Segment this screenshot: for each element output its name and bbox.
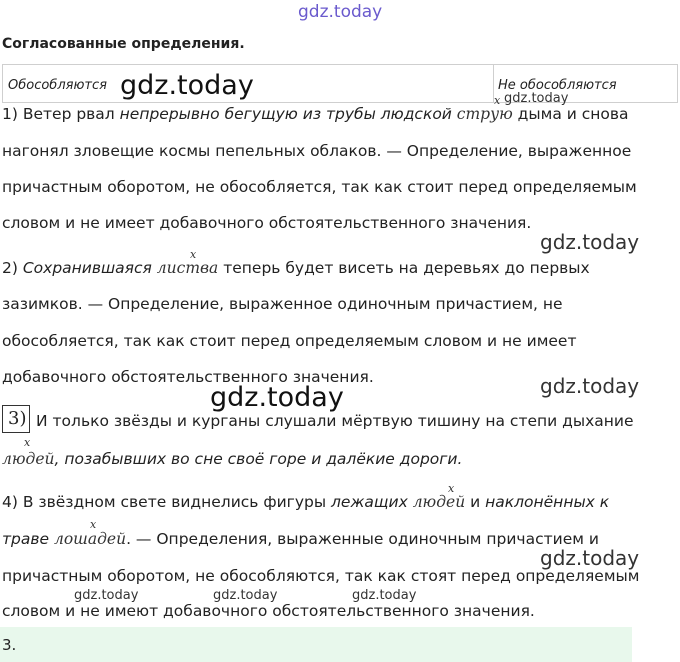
watermark: gdz.today — [120, 70, 254, 101]
p2-line3: обособляется, так как стоит перед определяемым словом и не имеет — [2, 332, 577, 350]
p1-line1: 1) Ветер рвал непрерывно бегущую из трубы людской струю дыма и снова — [2, 105, 629, 123]
subject-mark: x — [494, 94, 501, 107]
watermark: gdz.today — [540, 374, 640, 398]
p1-line2: нагонял зловещие космы пепельных облаков. — Определение, выраженное — [2, 142, 632, 160]
watermark: gdz.today — [540, 546, 640, 570]
p1-line3: причастным оборотом, не обособляется, так как стоит перед определяемым — [2, 178, 637, 196]
page-title: Согласованные определения. — [2, 36, 245, 52]
table-col-isolated: Обособляются — [8, 78, 107, 93]
subject-mark: x — [90, 518, 97, 531]
watermark: gdz.today — [540, 230, 640, 254]
number-box: 3) — [2, 405, 30, 433]
p2-line4: добавочного обстоятельственного значения. — [2, 368, 374, 386]
watermark: gdz.today — [74, 588, 139, 603]
watermark: gdz.today — [210, 382, 344, 413]
p3-line1: И только звёзды и курганы слушали мёртвую тишину на степи дыхание — [36, 412, 634, 430]
subject-mark: x — [448, 482, 455, 495]
watermark: gdz.today — [504, 91, 569, 106]
p2-line2: зазимков. — Определение, выраженное одиночным причастием, не — [2, 295, 563, 313]
subject-mark: x — [24, 436, 31, 449]
p2-line1: 2) Сохранившаяся листва теперь будет висеть на деревьях до первых — [2, 259, 590, 277]
watermark: gdz.today — [213, 588, 278, 603]
p1-line4: словом и не имеет добавочного обстоятельственного значения. — [2, 214, 532, 232]
p3-line2: людей, позабывших во сне своё горе и далёкие дороги. — [2, 450, 463, 468]
p4-line3: причастным оборотом, не обособляются, так как стоят перед определяемым — [2, 567, 640, 585]
watermark: gdz.today — [352, 588, 417, 603]
next-item-number: 3. — [2, 636, 17, 654]
table-col-not-isolated: Не обособляются — [498, 78, 617, 93]
p4-line1: 4) В звёздном свете виднелись фигуры лежащих людей и наклонённых к — [2, 493, 610, 511]
next-item-bar — [0, 627, 632, 662]
site-logo: gdz.today — [298, 2, 383, 22]
p4-line4: словом и не имеют добавочного обстоятельственного значения. — [2, 602, 535, 620]
subject-mark: x — [190, 248, 197, 261]
p4-line2: траве лошадей. — Определения, выраженные одиночным причастием и — [2, 530, 599, 548]
